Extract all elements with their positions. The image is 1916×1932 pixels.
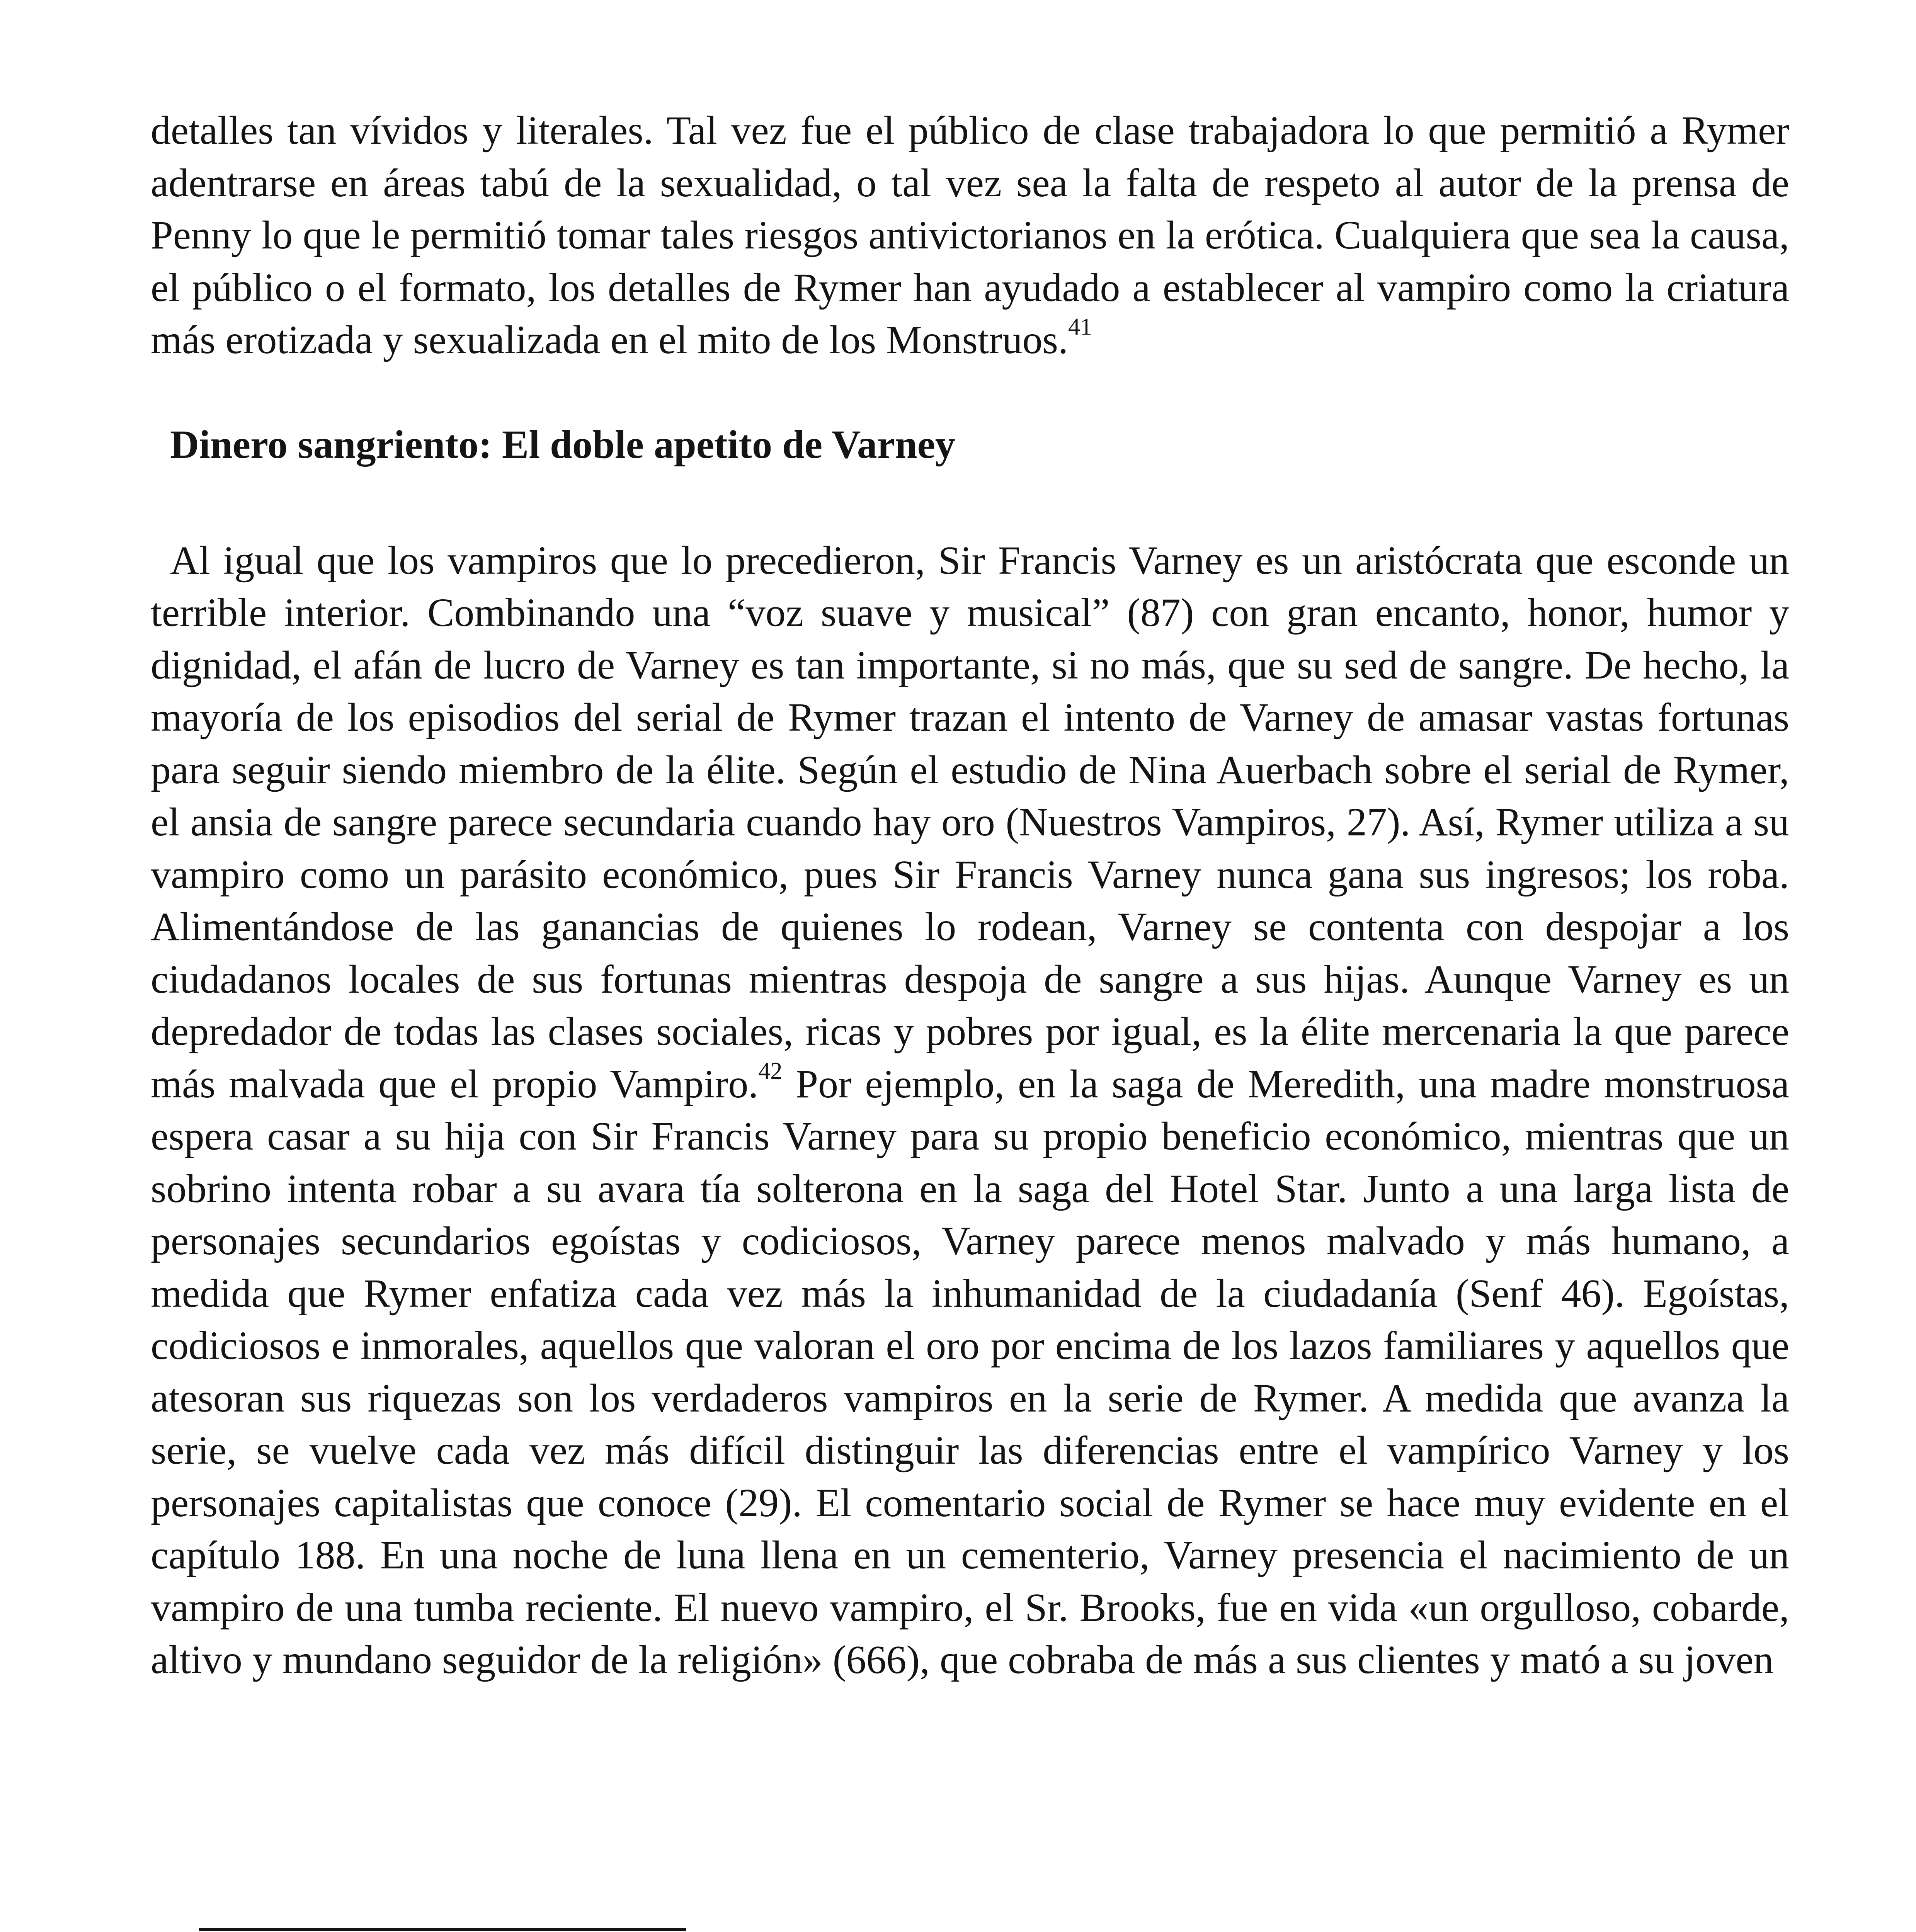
footnote-divider: [199, 1928, 686, 1931]
paragraph-continued-text: detalles tan vívidos y literales. Tal vez fue el público de clase trabajadora lo que permitió a Rymer adentrarse en áreas tabú de la sexualidad, o tal vez sea la falta de respeto al autor de la prensa de Penny lo que le permitió tomar tales riesgos antivictorianos en la erótica. Cualquiera que sea la causa, el público o el formato, los detalles de Rymer han ayudado a establecer al vampiro como la criatura más erotizada y sexualizada en el mito de los Monstruos.: [151, 108, 1789, 362]
footnote-ref-41[interactable]: 41: [1068, 314, 1092, 340]
paragraph-main-part1: Al igual que los vampiros que lo precedieron, Sir Francis Varney es un aristócrata que esconde un terrible interior. Combinando una “voz suave y musical” (87) con gran encanto, honor, humor y dignidad, el afán de lucro de Varney es tan importante, si no más, que su sed de sangre. De hecho, la mayoría de los episodios del serial de Rymer trazan el intento de Varney de amasar vastas fortunas para seguir siendo miembro de la élite. Según el estudio de Nina Auerbach sobre el serial de Rymer, el ansia de sangre parece secundaria cuando hay oro (Nuestros Vampiros, 27). Así, Rymer utiliza a su vampiro como un parásito económico, pues Sir Francis Varney nunca gana sus ingresos; los roba. Alimentándose de las ganancias de quienes lo rodean, Varney se contenta con despojar a los ciudadanos locales de sus fortunas mientras despoja de sangre a sus hijas. Aunque Varney es un depredador de todas las clases sociales, ricas y pobres por igual, es la élite mercenaria la que parece más malvada que el propio Vampiro.: [151, 538, 1789, 1106]
paragraph-continued: [151, 104, 1789, 366]
page-body: [151, 104, 1789, 1686]
paragraph-main-part2: Por ejemplo, en la saga de Meredith, una madre monstruosa espera casar a su hija con Sir Francis Varney para su propio beneficio económico, mientras que un sobrino intenta robar a su avara tía solterona en la saga del Hotel Star. Junto a una larga lista de personajes secundarios egoístas y codiciosos, Varney parece menos malvado y más humano, a medida que Rymer enfatiza cada vez más la inhumanidad de la ciudadanía (Senf 46). Egoístas, codiciosos e inmorales, aquellos que valoran el oro por encima de los lazos familiares y aquellos que atesoran sus riquezas son los verdaderos vampiros en la serie de Rymer. A medida que avanza la serie, se vuelve cada vez más difícil distinguir las diferencias entre el vampírico Varney y los personajes capitalistas que conoce (29). El comentario social de Rymer se hace muy evidente en el capítulo 188. En una noche de luna llena en un cementerio, Varney presencia el nacimiento de un vampiro de una tumba reciente. El nuevo vampiro, el Sr. Brooks, fue en vida «un orgulloso, cobarde, altivo y mundano seguidor de la religión» (666), que cobraba de más a sus clientes y mató a su joven: [151, 1061, 1789, 1682]
paragraph-main: [151, 534, 1789, 1686]
section-heading: Dinero sangriento: El doble apetito de Varney: [170, 422, 955, 467]
footnote-ref-42[interactable]: 42: [758, 1058, 783, 1084]
